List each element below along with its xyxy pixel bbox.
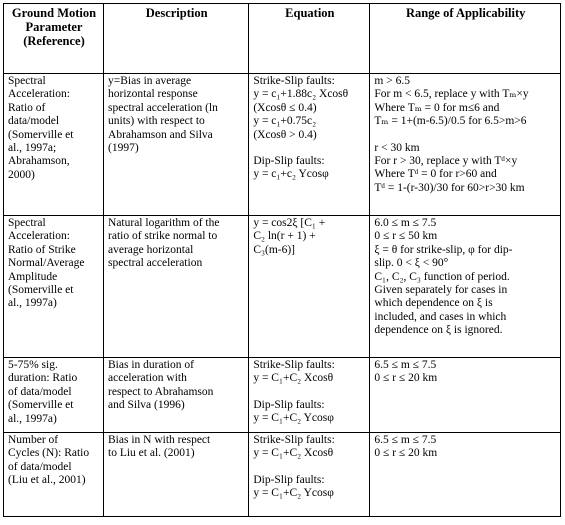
cell-line: y = C₁+C₂ Xcosθ (253, 372, 334, 385)
cell-line: y = cos2ξ [C₁ + (253, 217, 326, 229)
cell-line: 2000) (8, 168, 35, 181)
cell-line: (Xcosθ ≤ 0.4) (253, 101, 317, 114)
description-cell (104, 358, 249, 433)
equation-cell (249, 74, 370, 216)
cell-line: Natural logarithm of the (108, 217, 220, 229)
cell-line: y = c₁+0.75c₂ (253, 115, 317, 128)
cell-line: (Somerville et (8, 399, 74, 412)
header-row (4, 4, 561, 74)
cell-line: Where Tₘ = 0 for m≤6 and (374, 101, 500, 114)
cell-line: Amplitude (8, 270, 58, 283)
cell-line: For m < 6.5, replace y with Tₘ×y (374, 88, 529, 101)
cell-line: duration: Ratio (8, 372, 78, 385)
cell-line: spectral acceleration (ln (108, 101, 218, 114)
cell-line: Normal/Average (8, 257, 85, 270)
cell-line: 6.0 ≤ m ≤ 7.5 (374, 217, 437, 229)
header-range: Range of Applicability (370, 4, 561, 74)
cell-line: spectral acceleration (108, 257, 203, 270)
cell-line: Ratio of (8, 101, 46, 114)
cell-line: respect to Abrahamson (108, 385, 214, 398)
parameter-cell (4, 74, 104, 216)
table-row (4, 358, 561, 433)
cell-line: slip. 0 < ξ < 90° (374, 257, 449, 270)
cell-line: y = C₁+C₂ Ycosφ (253, 412, 334, 425)
range-cell (370, 433, 561, 517)
header-equation: Equation (249, 4, 370, 74)
cell-line: C₁, C₂, C₃ function of period. (374, 270, 510, 283)
cell-line: 0 ≤ r ≤ 20 km (374, 372, 438, 385)
cell-line: Where Tᵈ = 0 for r>60 and (374, 168, 497, 181)
line-gap (253, 142, 366, 155)
cell-line: Tₘ = 1+(m-6.5)/0.5 for 6.5>m>6 (374, 115, 527, 128)
cell-line: Abrahamson and Silva (108, 128, 213, 141)
cell-line: Abrahamson, (8, 155, 70, 168)
table-row (4, 74, 561, 216)
cell-line: 0 ≤ r ≤ 50 km (374, 230, 438, 243)
cell-line: 6.5 ≤ m ≤ 7.5 (374, 434, 437, 446)
cell-line: horizontal response (108, 88, 198, 101)
cell-line: Dip-Slip faults: (253, 155, 325, 168)
cell-line: (Xcosθ > 0.4) (253, 128, 317, 141)
cell-line: C₃(m-6)] (253, 243, 296, 256)
cell-line: to Liu et al. (2001) (108, 447, 195, 460)
cell-line: Strike-Slip faults: (253, 359, 335, 371)
cell-line: y = c₁+1.88c₂ Xcosθ (253, 88, 349, 101)
parameter-cell (4, 216, 104, 358)
description-cell (104, 433, 249, 517)
cell-line: Bias in duration of (108, 359, 194, 371)
cell-line: Spectral (8, 217, 46, 229)
cell-line: Spectral (8, 75, 46, 87)
cell-line: al., 1997a) (8, 412, 57, 425)
header-parameter: Ground Motion Parameter (Reference) (4, 4, 104, 74)
cell-line: dependence on ξ is ignored. (374, 324, 503, 337)
description-cell (104, 216, 249, 358)
cell-line: y=Bias in average (108, 75, 192, 87)
cell-line: units) with respect to (108, 115, 205, 128)
cell-line: Dip-Slip faults: (253, 398, 325, 411)
line-gap (374, 129, 557, 142)
cell-line: average horizontal (108, 243, 194, 256)
cell-line: Given separately for cases in (374, 284, 508, 297)
table-row (4, 216, 561, 358)
cell-line: For r > 30, replace y with Tᵈ×y (374, 155, 518, 168)
cell-line: data/model (8, 115, 60, 128)
cell-line: Cycles (N): Ratio (8, 447, 90, 460)
equation-cell (249, 358, 370, 433)
cell-line: acceleration with (108, 372, 187, 385)
cell-line: Number of (8, 434, 59, 446)
cell-line: Acceleration: (8, 88, 70, 101)
line-gap (253, 386, 366, 399)
cell-line: y = C₁+C₂ Ycosφ (253, 487, 334, 500)
range-cell (370, 358, 561, 433)
cell-line: r < 30 km (374, 141, 420, 154)
range-cell (370, 216, 561, 358)
cell-line: and Silva (1996) (108, 399, 185, 412)
range-cell (370, 74, 561, 216)
table-row (4, 433, 561, 517)
parameter-cell (4, 358, 104, 433)
cell-line: Acceleration: (8, 230, 70, 243)
cell-line: al., 1997a; (8, 142, 57, 155)
cell-line: Strike-Slip faults: (253, 75, 335, 87)
description-cell (104, 74, 249, 216)
cell-line: (Somerville et (8, 128, 74, 141)
cell-line: which dependence on ξ is (374, 297, 493, 310)
header-description: Description (104, 4, 249, 74)
line-gap (253, 461, 366, 474)
equation-cell (249, 433, 370, 517)
cell-line: ratio of strike normal to (108, 230, 218, 243)
cell-line: Tᵈ = 1-(r-30)/30 for 60>r>30 km (374, 181, 525, 194)
cell-line: (Somerville et (8, 284, 74, 297)
equation-cell (249, 216, 370, 358)
cell-line: of data/model (8, 460, 72, 473)
parameter-cell (4, 433, 104, 517)
cell-line: al., 1997a) (8, 297, 57, 310)
cell-line: 5-75% sig. (8, 359, 58, 371)
cell-line: Bias in N with respect (108, 434, 211, 446)
cell-line: included, and cases in which (374, 310, 507, 323)
cell-line: y = c₁+c₂ Ycosφ (253, 168, 329, 181)
cell-line: 0 ≤ r ≤ 20 km (374, 447, 438, 460)
cell-line: Strike-Slip faults: (253, 434, 335, 446)
cell-line: (Liu et al., 2001) (8, 474, 86, 487)
cell-line: (1997) (108, 142, 139, 155)
cell-line: ξ = θ for strike-slip, φ for dip- (374, 243, 513, 256)
cell-line: C₂ ln(r + 1) + (253, 230, 316, 243)
cell-line: Dip-Slip faults: (253, 473, 325, 486)
cell-line: of data/model (8, 385, 72, 398)
ground-motion-table (3, 3, 561, 517)
cell-line: m > 6.5 (374, 75, 410, 87)
cell-line: 6.5 ≤ m ≤ 7.5 (374, 359, 437, 371)
cell-line: y = C₁+C₂ Xcosθ (253, 447, 334, 460)
cell-line: Ratio of Strike (8, 243, 76, 256)
